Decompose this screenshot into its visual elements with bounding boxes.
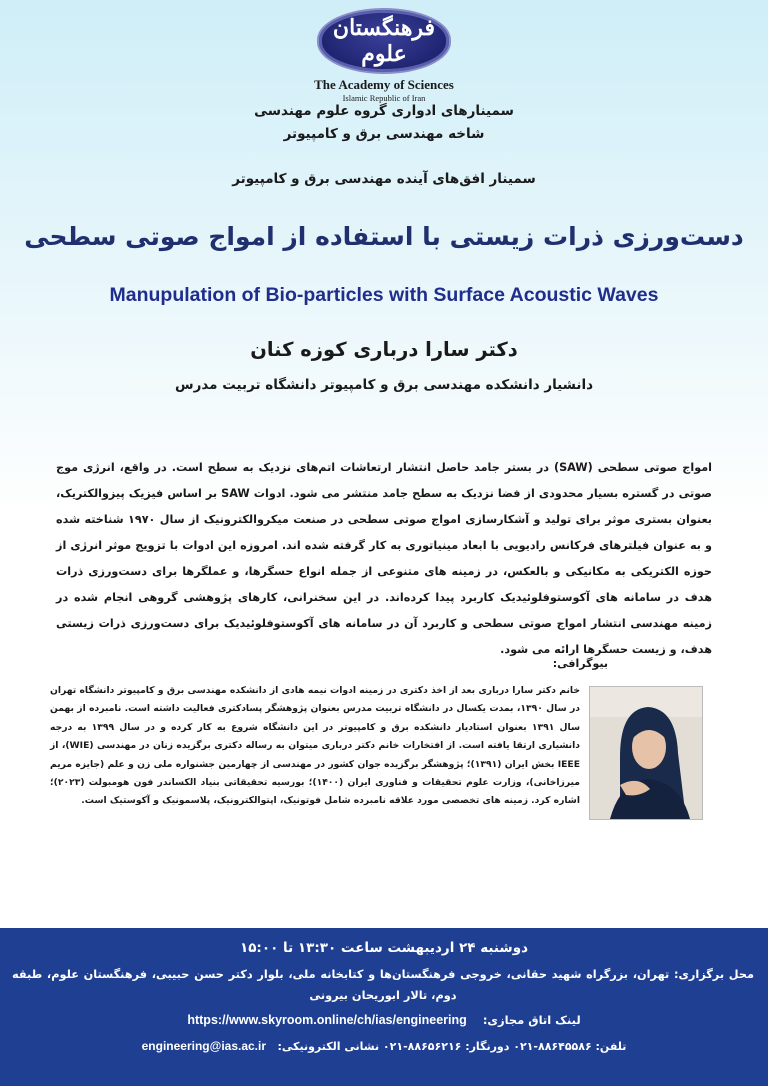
virtual-room-label: لینک اتاق مجازی: [482, 1013, 581, 1027]
speaker-name: دکتر سارا درباری کوزه کنان [250, 338, 518, 361]
org-line-1: سمینارهای ادواری گروه علوم مهندسی [254, 103, 514, 119]
abstract-paragraph: امواج صوتی سطحی (SAW) در بستر جامد حاصل انتشار ارتعاشات اتم‌های نزدیک به سطح است. در واقع، انرژی موج صوتی در گستره بسیار محدودی از فضا نزدیک به سطح جامد منتشر می شود. ادوات SAW بر اساس فیزیک پیزوالکتریک، بعنوان بستری موثر برای تولید و آشکارسازی امواج صوتی سطحی در صنعت میکروالکترونیک از سال ۱۹۷۰ شناخته شده و به عنوان فیلترهای فرکانس رادیویی با ابعاد مینیاتوری به کار گرفته شده اند. امروزه این ادوات با تزویج موثر انرژی از حوزه الکتریکی به مکانیکی و بالعکس، در زمینه های متنوعی از جمله انواع حسگرها، و عملگرها برای دست‌ورزی ذرات هدف در سامانه های آکوستوفلوئیدیک کاربرد پیدا کرده‌اند. در این سخنرانی، کارهای پژوهشی گروهی انجام شده در زمینه مهندسی انتشار امواج صوتی سطحی و کاربرد آن در سامانه های آکوستوفلوئیدیک برای دست‌ورزی ذرات زیستی هدف، و زیست حسگرها ارائه می شود. [56, 461, 712, 656]
speaker-photo [589, 686, 703, 820]
talk-title-fa: دست‌ورزی ذرات زیستی با استفاده از امواج صوتی سطحی [24, 222, 744, 251]
logo-calligraphy: فرهنگستان علوم [332, 15, 436, 67]
talk-title-en: Manupulation of Bio-particles with Surface Acoustic Waves [109, 284, 659, 306]
bio-paragraph: خانم دکتر سارا درباری بعد از اخذ دکتری در زمینه ادوات نیمه هادی از دانشکده مهندسی برق و کامپیوتر دانشگاه تهران در سال ۱۳۹۰، بمدت یکسال در دانشگاه تربیت مدرس بعنوان پژوهشگر پسادکتری فعالیت داشته است. نامبرده از بهمن سال ۱۳۹۱ بعنوان استادیار دانشکده برق و کامپیوتر در این دانشگاه شروع به کار کرده و در سال ۱۳۹۹ به درجه دانشیاری ارتقا یافته است. از افتخارات خانم دکتر درباری میتوان به رساله دکتری برگزیده زنان در مهندسی (WIE)، از IEEE بخش ایران (۱۳۹۱)؛ پژوهشگر برگزیده جوان کشور در مهندسی از چهارمین جشنواره ملی زن و علم (جایزه مریم میرزاخانی)، وزارت علوم تحقیقات و فناوری ایران (۱۴۰۰)؛ بورسیه تحقیقاتی بنیاد الکساندر فون هومبولت (۲۰۲۳)؛ اشاره کرد. زمینه های تخصصی مورد علاقه نامبرده شامل فوتونیک، اپتوالکترونیک، پلاسمونیک و آکوستیک است. [50, 685, 581, 807]
academy-seal-image [317, 8, 451, 74]
footer-info-panel [0, 928, 768, 1086]
speaker-affiliation: دانشیار دانشکده مهندسی برق و کامپیوتر دانشگاه تربیت مدرس [174, 377, 594, 393]
bio-heading: بیوگرافی: [552, 657, 608, 670]
speaker-portrait-image [590, 687, 702, 819]
logo-text-en: The Academy of Sciences [314, 77, 454, 92]
logo-subtext-en: Islamic Republic of Iran [342, 93, 426, 103]
event-venue: محل برگزاری: تهران، بزرگراه شهید حقانی، خروجی فرهنگستان‌ها و کتابخانه ملی، بلوار دکتر حسن حبیبی، فرهنگستان علوم، طبقه دوم، تالار ابوریحان بیرونی [12, 968, 754, 1002]
org-line-2: شاخه مهندسی برق و کامپیوتر [283, 126, 485, 142]
event-date-time: دوشنبه ۲۴ اردیبهشت ساعت ۱۳:۳۰ تا ۱۵:۰۰ [239, 940, 529, 956]
contact-line [0, 1039, 768, 1053]
contact-email-link[interactable]: engineering@ias.ac.ir [141, 1039, 267, 1053]
series-title: سمینار افق‌های آینده مهندسی برق و کامپیوتر [232, 171, 536, 187]
virtual-room-line [0, 1013, 768, 1027]
academy-logo [0, 8, 768, 103]
contact-phone-fax: تلفن: ۸۸۶۴۵۵۸۶-۰۲۱ دورنگار: ۸۸۶۵۶۲۱۶-۰۲۱ نشانی الکترونیکی: [277, 1040, 627, 1053]
virtual-room-link[interactable]: https://www.skyroom.online/ch/ias/engineering [187, 1013, 467, 1027]
